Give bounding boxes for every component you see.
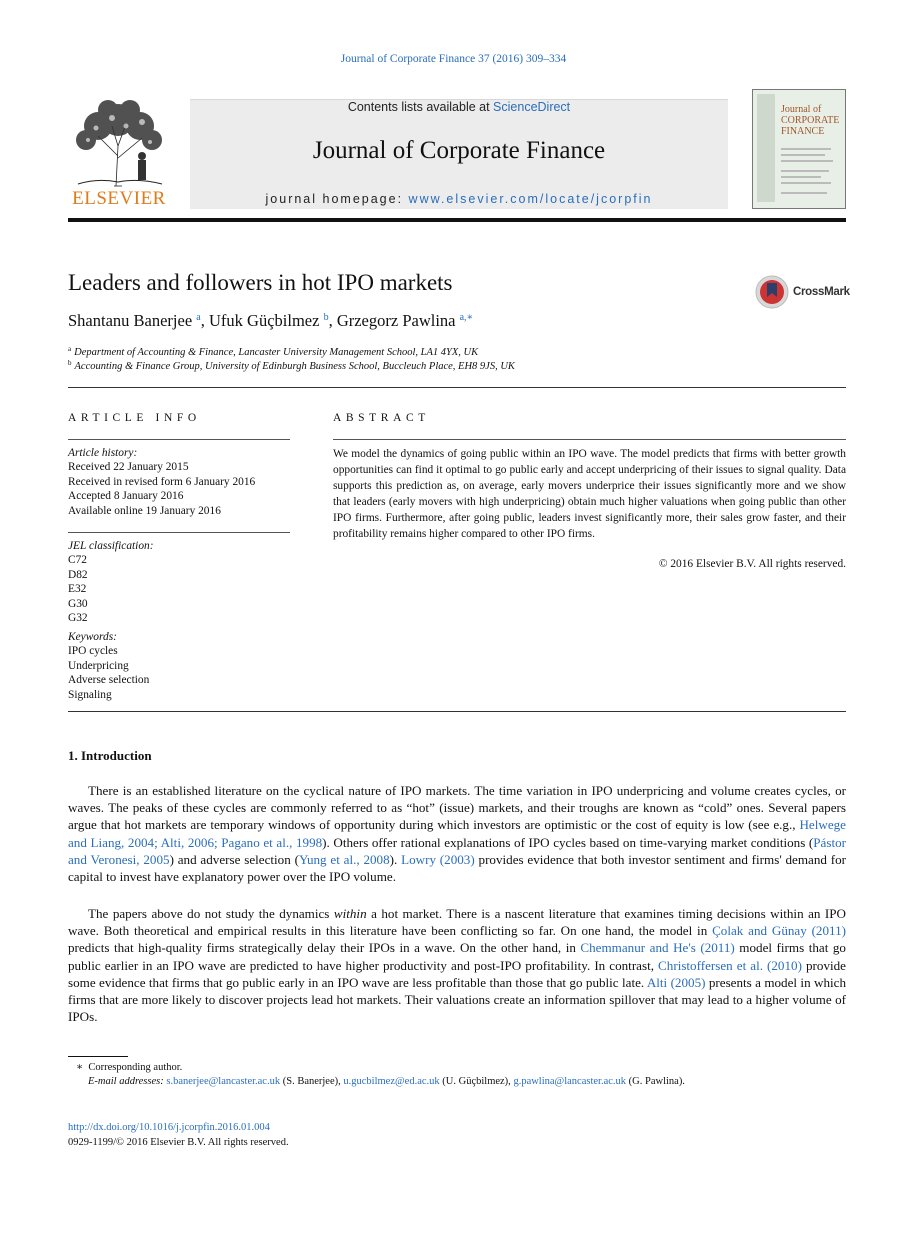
paragraph-text: within bbox=[333, 906, 367, 921]
doi-link[interactable]: http://dx.doi.org/10.1016/j.jcorpfin.2016.01.004 bbox=[68, 1122, 270, 1133]
paragraph-text: The papers above do not study the dynamics bbox=[88, 906, 334, 921]
email-link[interactable]: s.banerjee@lancaster.ac.uk bbox=[166, 1076, 281, 1087]
intro-paragraph bbox=[68, 782, 846, 885]
homepage-line bbox=[190, 192, 728, 206]
footnote-mark: ∗ bbox=[76, 1062, 84, 1073]
affiliation-text: Department of Accounting & Finance, Lancaster University Management School, LA1 4YX, UK bbox=[74, 347, 479, 358]
journal-reference-link[interactable]: Journal of Corporate Finance 37 (2016) 309–334 bbox=[340, 53, 567, 65]
citation-link[interactable]: Christoffersen et al. (2010) bbox=[658, 957, 802, 973]
jel-label: JEL classification: bbox=[68, 540, 154, 552]
citation-link[interactable]: Pástor and Veronesi, 2005 bbox=[68, 834, 846, 867]
email-label: E-mail addresses: bbox=[88, 1076, 164, 1087]
author-affiliation-link[interactable]: a bbox=[196, 312, 201, 323]
jel-code: D82 bbox=[68, 568, 88, 581]
elsevier-wordmark: ELSEVIER bbox=[72, 188, 166, 209]
cover-title: Journal of CORPORATE FINANCE bbox=[781, 104, 840, 137]
email-owner: (G. Pawlina). bbox=[628, 1076, 685, 1087]
history-item: Received in revised form 6 January 2016 bbox=[68, 475, 256, 488]
contents-prefix: Contents lists available at bbox=[347, 100, 494, 114]
author-affiliation-link[interactable]: a,∗ bbox=[459, 312, 474, 323]
article-history bbox=[68, 446, 255, 518]
header-rule bbox=[68, 218, 846, 222]
crossmark-label: CrossMark bbox=[793, 286, 850, 298]
history-item: Received 22 January 2015 bbox=[68, 461, 189, 474]
elsevier-logo bbox=[68, 96, 170, 210]
author-name: Ufuk Güçbilmez bbox=[209, 311, 320, 330]
article-info-rule bbox=[68, 532, 290, 533]
affiliation bbox=[68, 359, 515, 372]
author-name: Grzegorz Pawlina bbox=[336, 311, 456, 330]
journal-title: Journal of Corporate Finance bbox=[312, 137, 606, 164]
crossmark-icon bbox=[755, 275, 789, 309]
email-owner: (U. Güçbilmez), bbox=[442, 1076, 511, 1087]
jel-code: G30 bbox=[68, 597, 88, 610]
contents-line bbox=[190, 100, 728, 114]
sciencedirect-link[interactable]: ScienceDirect bbox=[493, 100, 571, 114]
paragraph-text: There is an established literature on the cyclical nature of IPO markets. The time variation in IPO underpricing and volume creates cycles, or waves. The peaks of these cycles are commonly referred to as “hot” (issue) markets, and their troughs are known as “cold” ones. Several papers argue that hot markets are temporary windows of opportunity during which investors are optimistic or the cost of equity is low (see e.g., bbox=[68, 783, 846, 833]
intro-paragraph bbox=[68, 905, 846, 1025]
jel-classification bbox=[68, 539, 154, 625]
paragraph-text: provides evidence that both investor sentiment and firms' demand for capital to invest have explanatory power over the IPO volume. bbox=[68, 851, 847, 885]
abstract-rule bbox=[333, 439, 846, 440]
keywords-label: Keywords: bbox=[68, 631, 117, 643]
citation-link[interactable]: Helwege and Liang, 2004; Alti, 2006; Pagano et al., 1998 bbox=[68, 817, 846, 850]
paragraph-text: ). Others offer rational explanations of IPO cycles based on time-varying market conditions ( bbox=[322, 834, 814, 850]
journal-header-box bbox=[190, 99, 728, 209]
email-owner: (S. Banerjee), bbox=[282, 1076, 341, 1087]
issn-copyright: 0929-1199/© 2016 Elsevier B.V. All rights reserved. bbox=[68, 1137, 289, 1148]
keywords bbox=[68, 630, 149, 702]
section-divider bbox=[68, 711, 846, 712]
elsevier-tree-icon bbox=[68, 96, 170, 188]
affiliation-mark: b bbox=[68, 359, 72, 367]
paragraph-text: ). bbox=[389, 851, 402, 867]
paragraph-text: predicts that high-quality firms strategically delay their IPOs in a wave. On the other hand, in bbox=[68, 940, 581, 956]
email-link[interactable]: u.gucbilmez@ed.ac.uk bbox=[343, 1076, 440, 1087]
history-item: Accepted 8 January 2016 bbox=[68, 490, 184, 503]
paragraph-text: model firms that go public earlier in an IPO wave are predicted to have higher productivity and post-IPO profitability. In contrast, bbox=[68, 940, 846, 973]
jel-code: C72 bbox=[68, 554, 87, 567]
affiliation-mark: a bbox=[68, 345, 72, 353]
author-affiliation-link[interactable]: b bbox=[323, 312, 329, 323]
history-item: Available online 19 January 2016 bbox=[68, 504, 221, 517]
citation-link[interactable]: Lowry (2003) bbox=[401, 851, 475, 867]
footnote-rule bbox=[68, 1056, 128, 1057]
article-info-heading: ARTICLE INFO bbox=[68, 412, 201, 424]
email-link[interactable]: g.pawlina@lancaster.ac.uk bbox=[513, 1076, 627, 1087]
section-divider bbox=[68, 387, 846, 388]
homepage-prefix: journal homepage: bbox=[265, 192, 409, 206]
abstract-heading: ABSTRACT bbox=[333, 412, 430, 424]
paragraph-text: presents a model in which firms that are more likely to discover projects lead hot markets. Their valuations create an information spillover that may lead to a higher volume of IPOs. bbox=[68, 974, 846, 1025]
author-list: Shantanu Banerjee $^a$, Ufuk Güçbilmez $^b$, Grzegorz Pawlina $^{a,∗}$ bbox=[68, 311, 474, 330]
crossmark-badge[interactable] bbox=[755, 275, 850, 309]
citation-link[interactable]: Çolak and Günay (2011) bbox=[712, 923, 846, 939]
article-info-rule bbox=[68, 439, 290, 440]
author-name: Shantanu Banerjee bbox=[68, 311, 193, 330]
jel-code: E32 bbox=[68, 583, 87, 596]
citation-link[interactable]: Chemmanur and He's (2011) bbox=[580, 940, 735, 956]
affiliation bbox=[68, 345, 478, 358]
citation-link[interactable]: Alti (2005) bbox=[646, 974, 706, 990]
keyword: Underpricing bbox=[68, 659, 129, 672]
citation-link[interactable]: Yung et al., 2008 bbox=[298, 851, 390, 867]
copyright-notice: © 2016 Elsevier B.V. All rights reserved. bbox=[658, 558, 846, 570]
journal-cover-thumbnail[interactable] bbox=[752, 89, 846, 209]
keyword: Signaling bbox=[68, 688, 112, 701]
footnote-text: Corresponding author. bbox=[88, 1062, 183, 1073]
paragraph-text: provide some evidence that firms that go public early in an IPO wave are less profitable than those that go public late. bbox=[68, 957, 846, 990]
keyword: Adverse selection bbox=[68, 674, 150, 687]
homepage-link[interactable]: www.elsevier.com/locate/jcorpfin bbox=[408, 192, 653, 206]
corresponding-author-note bbox=[76, 1061, 182, 1073]
abstract-text: We model the dynamics of going public within an IPO wave. The model predicts that firms with better growth opportunities can find it optimal to go public early and accept underpricing of their issues to signal quality. Data supports this prediction as, on average, early movers underprice their issues significantly more and we show that leaders (early movers with high underpricing) obtain much higher valuations when going public than other IPO firms. Furthermore, after going public, leaders invest significantly more, their sales grow faster, and their profitability remains higher compared to other IPO firms. bbox=[333, 448, 846, 540]
paragraph-text: ) and adverse selection ( bbox=[169, 851, 299, 867]
paragraph-text: a hot market. There is a nascent literature that examines timing decisions within an IPO wave. Both theoretical and empirical results in this literature have been conflicting so far. On one hand, the model in bbox=[68, 906, 846, 939]
keyword: IPO cycles bbox=[68, 645, 118, 658]
affiliation-text: Accounting & Finance Group, University of Edinburgh Business School, Buccleuch Place, EH8 9JS, UK bbox=[74, 361, 515, 372]
article-title: Leaders and followers in hot IPO markets bbox=[68, 270, 453, 295]
section-heading: 1. Introduction bbox=[68, 748, 152, 763]
jel-code: G32 bbox=[68, 612, 88, 625]
email-footnote bbox=[88, 1076, 685, 1087]
history-label: Article history: bbox=[68, 447, 138, 459]
